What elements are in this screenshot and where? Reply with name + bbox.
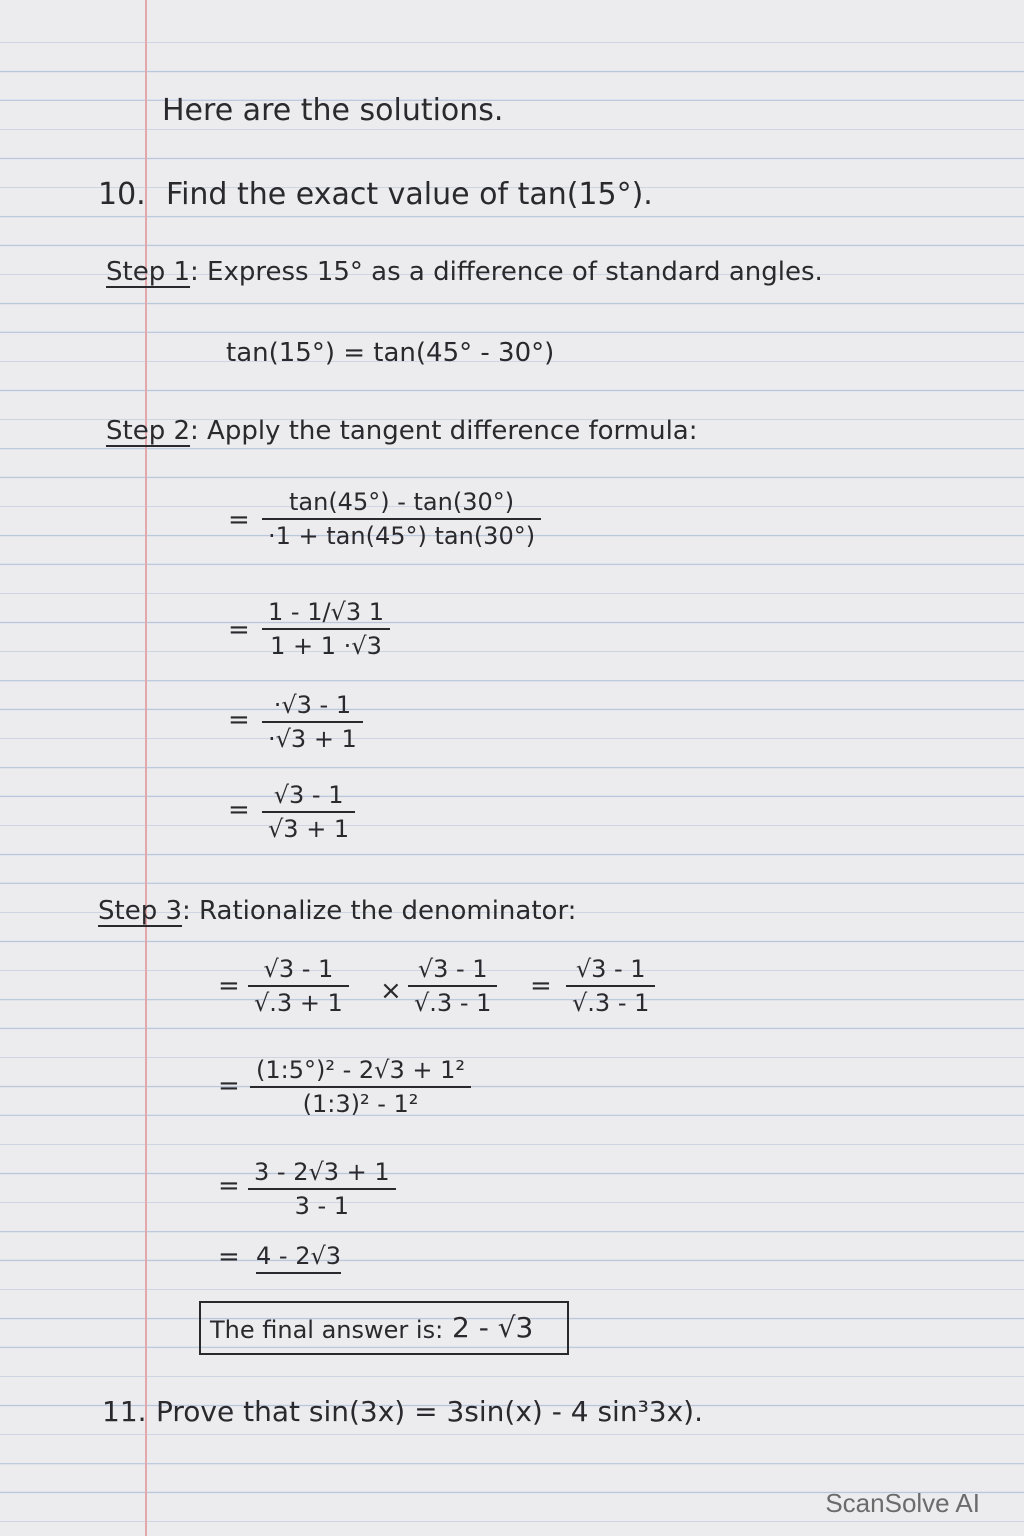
fraction-denominator: √.3 + 1 bbox=[254, 989, 343, 1017]
step-3-eq-3: = bbox=[218, 1171, 240, 1201]
step-3-fraction-b bbox=[408, 957, 497, 1015]
fraction-numerator: √3 - 1 bbox=[575, 955, 646, 983]
step-3-label: Step 3 bbox=[98, 896, 183, 926]
fraction-numerator: tan(45°) - tan(30°) bbox=[288, 488, 515, 516]
step-2-fraction-2 bbox=[262, 600, 390, 658]
fraction-bar bbox=[248, 985, 349, 987]
final-answer-value: 2 - √3 bbox=[452, 1311, 534, 1344]
step-2-row bbox=[106, 418, 698, 444]
fraction-bar bbox=[248, 1188, 396, 1190]
fraction-bar bbox=[262, 811, 355, 813]
step-3-eq-1: = bbox=[218, 971, 240, 1001]
step-1-equation: tan(15°) = tan(45° - 30°) bbox=[226, 338, 555, 368]
fraction-bar bbox=[262, 721, 363, 723]
step-3-result: 4 - 2√3 bbox=[256, 1244, 341, 1274]
step-3-fraction-c bbox=[566, 957, 655, 1015]
step-3-fraction-3 bbox=[248, 1160, 396, 1218]
problem-10-number: 10. bbox=[98, 177, 146, 212]
step-1-label: Step 1 bbox=[106, 257, 191, 287]
step-2-label: Step 2 bbox=[106, 416, 191, 446]
fraction-numerator: √3 - 1 bbox=[263, 955, 334, 983]
fraction-numerator: √3 - 1 bbox=[273, 781, 344, 809]
times-sign: × bbox=[380, 976, 402, 1006]
fraction-bar bbox=[262, 628, 390, 630]
fraction-denominator: ·1 + tan(45°) tan(30°) bbox=[268, 522, 536, 550]
fraction-denominator: 3 - 1 bbox=[294, 1192, 350, 1220]
fraction-numerator: ·√3 - 1 bbox=[273, 691, 352, 719]
problem-11-prompt: Prove that sin(3x) = 3sin(x) - 4 sin³3x). bbox=[156, 1395, 703, 1428]
problem-10-prompt: Find the exact value of tan(15°). bbox=[166, 177, 653, 212]
step-3-text: : Rationalize the denominator: bbox=[182, 896, 577, 926]
fraction-denominator: ·√3 + 1 bbox=[268, 725, 357, 753]
intro-text: Here are the solutions. bbox=[162, 93, 504, 128]
fraction-numerator: √3 - 1 bbox=[417, 955, 488, 983]
fraction-numerator: 3 - 2√3 + 1 bbox=[254, 1158, 390, 1186]
fraction-bar bbox=[250, 1086, 471, 1088]
fraction-bar bbox=[262, 518, 541, 520]
step-2-fraction-3 bbox=[262, 693, 363, 751]
step-3-eq-2: = bbox=[218, 1071, 240, 1101]
step-2-eq-4: = bbox=[228, 795, 250, 825]
step-3-eq-1b: = bbox=[530, 971, 552, 1001]
step-3-eq-4: = bbox=[218, 1242, 240, 1272]
fraction-numerator: 1 - 1/√3 1 bbox=[268, 598, 385, 626]
fraction-denominator: √.3 - 1 bbox=[414, 989, 492, 1017]
final-answer-label: The final answer is: bbox=[210, 1316, 444, 1344]
step-2-fraction-4 bbox=[262, 783, 355, 841]
scansolve-brand: ScanSolve AI bbox=[825, 1488, 980, 1518]
step-2-fraction-1 bbox=[262, 490, 541, 548]
problem-11-number: 11. bbox=[102, 1395, 147, 1428]
step-3-row bbox=[98, 898, 576, 924]
step-2-eq-2: = bbox=[228, 615, 250, 645]
fraction-denominator: √.3 - 1 bbox=[572, 989, 650, 1017]
step-2-eq-3: = bbox=[228, 705, 250, 735]
step-1-text: : Express 15° as a difference of standard angles. bbox=[190, 257, 823, 287]
step-1-row bbox=[106, 259, 823, 285]
margin-line bbox=[145, 0, 147, 1536]
step-2-eq-1: = bbox=[228, 505, 250, 535]
step-2-text: : Apply the tangent difference formula: bbox=[190, 416, 698, 446]
step-3-fraction-2 bbox=[250, 1058, 471, 1116]
step-3-fraction-a bbox=[248, 957, 349, 1015]
fraction-numerator: (1:5°)² - 2√3 + 1² bbox=[256, 1056, 465, 1084]
fraction-denominator: √3 + 1 bbox=[268, 815, 350, 843]
fraction-denominator: (1:3)² - 1² bbox=[302, 1090, 419, 1118]
fraction-bar bbox=[566, 985, 655, 987]
fraction-bar bbox=[408, 985, 497, 987]
fraction-denominator: 1 + 1 ·√3 bbox=[270, 632, 382, 660]
